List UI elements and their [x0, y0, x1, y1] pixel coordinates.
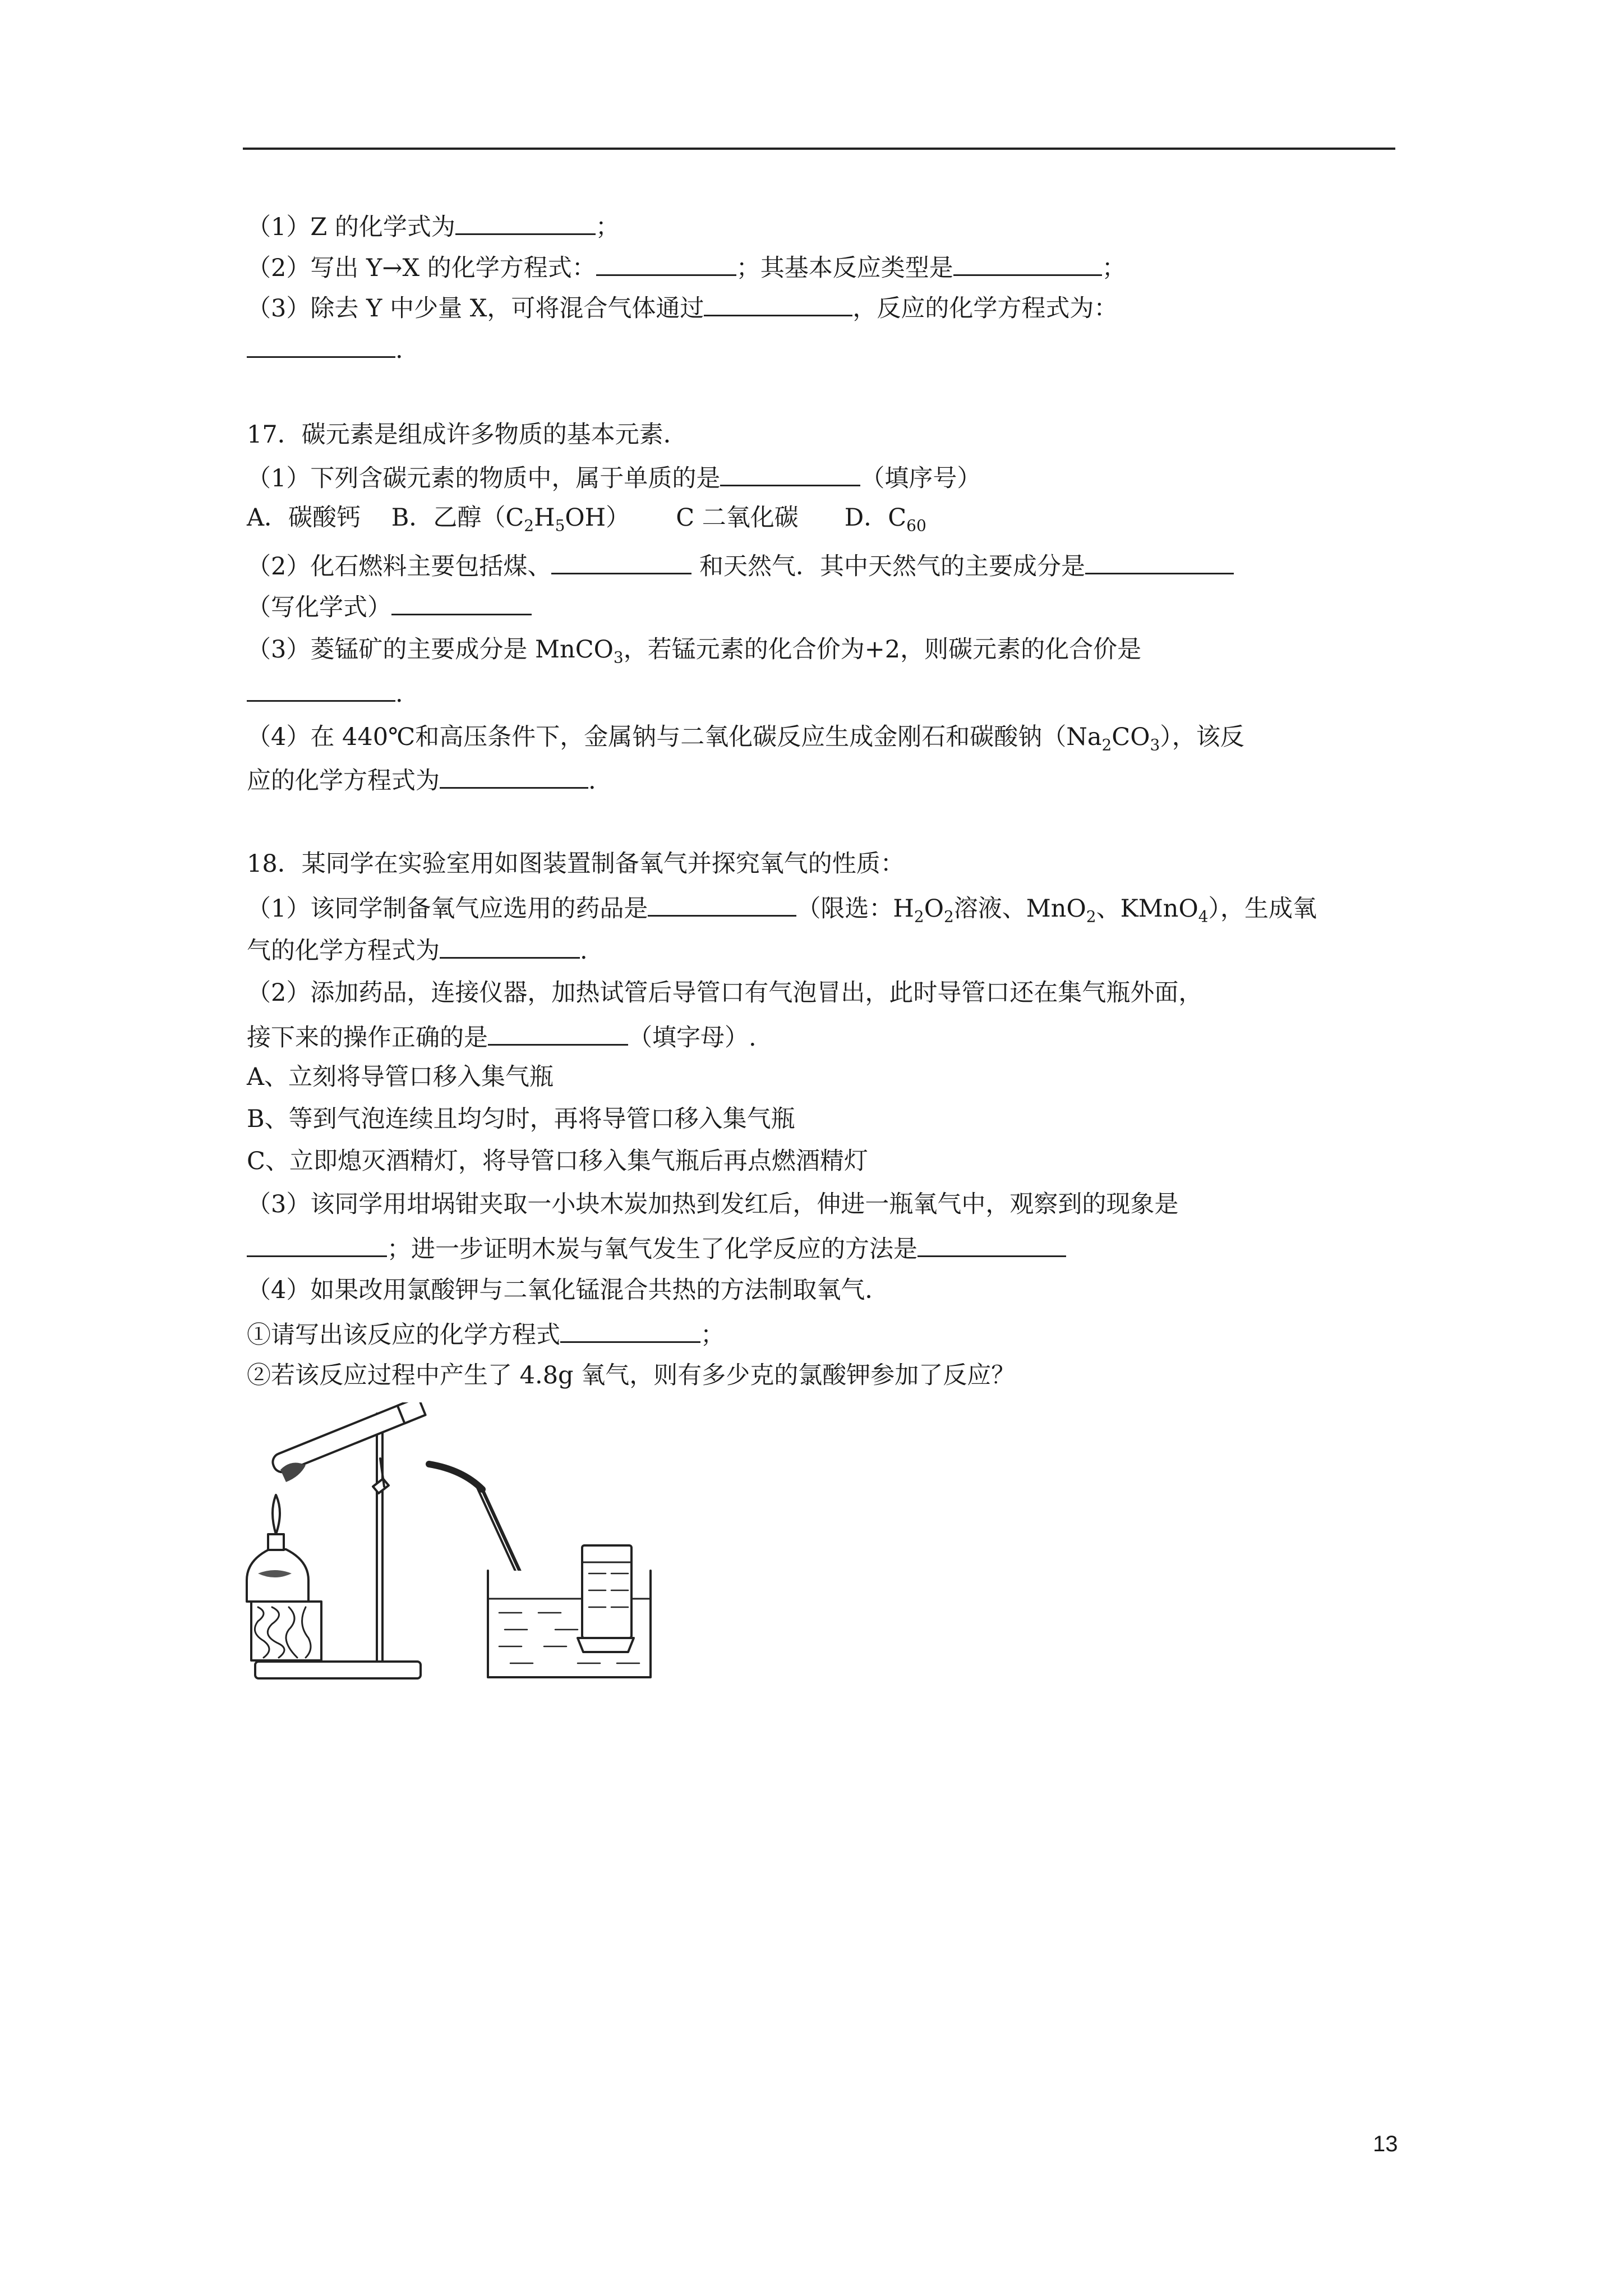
answer-blank[interactable] [551, 547, 691, 574]
clamp [373, 1479, 389, 1493]
q18-option-c: C、立即熄灭酒精灯，将导管口移入集气瓶后再点燃酒精灯 [247, 1147, 868, 1175]
header-rule [243, 148, 1395, 150]
q18-option-b: B、等到气泡连续且均匀时，再将导管口移入集气瓶 [247, 1105, 795, 1133]
answer-blank[interactable] [247, 674, 395, 702]
wood-block [251, 1602, 321, 1660]
answer-blank[interactable] [391, 588, 532, 615]
bottle-shelf [578, 1638, 634, 1652]
answer-blank[interactable] [560, 1315, 700, 1343]
oxygen-apparatus-figure [241, 1402, 690, 1708]
answer-blank[interactable] [247, 330, 395, 358]
answer-blank[interactable] [953, 249, 1102, 276]
q16-part3-cont: . [247, 330, 403, 367]
q18-part1-cont: 气的化学方程式为 . [247, 931, 588, 968]
q18-part2: （2）添加药品，连接仪器，加热试管后导管口有气泡冒出，此时导管口还在集气瓶外面， [247, 979, 1203, 1007]
answer-blank[interactable] [488, 1018, 628, 1046]
stand-base [255, 1662, 421, 1678]
q16-part2: （2）写出 Y→X 的化学方程式： ；其基本反应类型是 ； [247, 249, 1126, 285]
q18-part4: （4）如果改用氯酸钾与二氧化锰混合共热的方法制取氧气． [247, 1276, 889, 1304]
q18-part4-b: ②若该反应过程中产生了 4.8g 氧气，则有多少克的氯酸钾参加了反应？ [247, 1361, 1016, 1389]
q17-part3: （3）菱锰矿的主要成分是 MnCO$_3$，若锰元素的化合价为+2，则碳元素的化合价是 [247, 636, 1142, 667]
q18-title: 18．某同学在实验室用如图装置制备氧气并探究氧气的性质： [247, 850, 905, 878]
answer-blank[interactable] [247, 1230, 387, 1257]
answer-blank[interactable] [648, 889, 796, 917]
q18-part1: （1）该同学制备氧气应选用的药品是 （限选：$H_2O_2$溶液、MnO$_2$、KMnO$_4$），生成氧 [247, 889, 1317, 926]
q18-part3-cont: ；进一步证明木炭与氧气发生了化学反应的方法是 [247, 1230, 1066, 1266]
q18-part3: （3）该同学用坩埚钳夹取一小块木炭加热到发红后，伸进一瓶氧气中，观察到的现象是 [247, 1190, 1179, 1218]
page-number: 13 [1373, 2132, 1398, 2156]
answer-blank[interactable] [596, 249, 736, 276]
q18-part4-a: ①请写出该反应的化学方程式 ； [247, 1315, 725, 1352]
q17-part4: （4）在 440℃和高压条件下，金属钠与二氧化碳反应生成金刚石和碳酸钠$(Na_2CO_3)$，该反 [247, 723, 1244, 754]
q17-title: 17．碳元素是组成许多物质的基本元素． [247, 421, 688, 449]
q17-part2-cont: （写化学式） [247, 588, 532, 624]
q17-part2: （2）化石燃料主要包括煤、 和天然气．其中天然气的主要成分是 [247, 547, 1234, 583]
answer-blank[interactable] [455, 208, 596, 235]
answer-blank[interactable] [1085, 547, 1234, 574]
q17-part1: （1）下列含碳元素的物质中，属于单质的是 （填序号） [247, 459, 981, 495]
answer-blank[interactable] [917, 1230, 1066, 1257]
answer-blank[interactable] [720, 459, 860, 486]
q17-options: A．碳酸钙 B．乙醇$(C_2H_5OH)$ C 二氧化碳 D．$C_{60}$ [247, 504, 926, 535]
q18-part2-cont: 接下来的操作正确的是 （填字母）. [247, 1018, 757, 1055]
q18-option-a: A、立刻将导管口移入集气瓶 [247, 1063, 554, 1091]
answer-blank[interactable] [704, 289, 852, 316]
delivery-tube [429, 1464, 482, 1489]
q17-part4-cont: 应的化学方程式为 . [247, 761, 596, 798]
answer-blank[interactable] [440, 931, 580, 959]
alcohol-lamp [247, 1495, 308, 1602]
gas-collection-bottle [582, 1545, 631, 1638]
q17-part3-cont: . [247, 674, 403, 711]
q16-part1: （1）Z 的化学式为 ； [247, 208, 620, 244]
q16-part3: （3）除去 Y 中少量 X，可将混合气体通过 ，反应的化学方程式为： [247, 289, 1118, 325]
answer-blank[interactable] [440, 761, 588, 789]
